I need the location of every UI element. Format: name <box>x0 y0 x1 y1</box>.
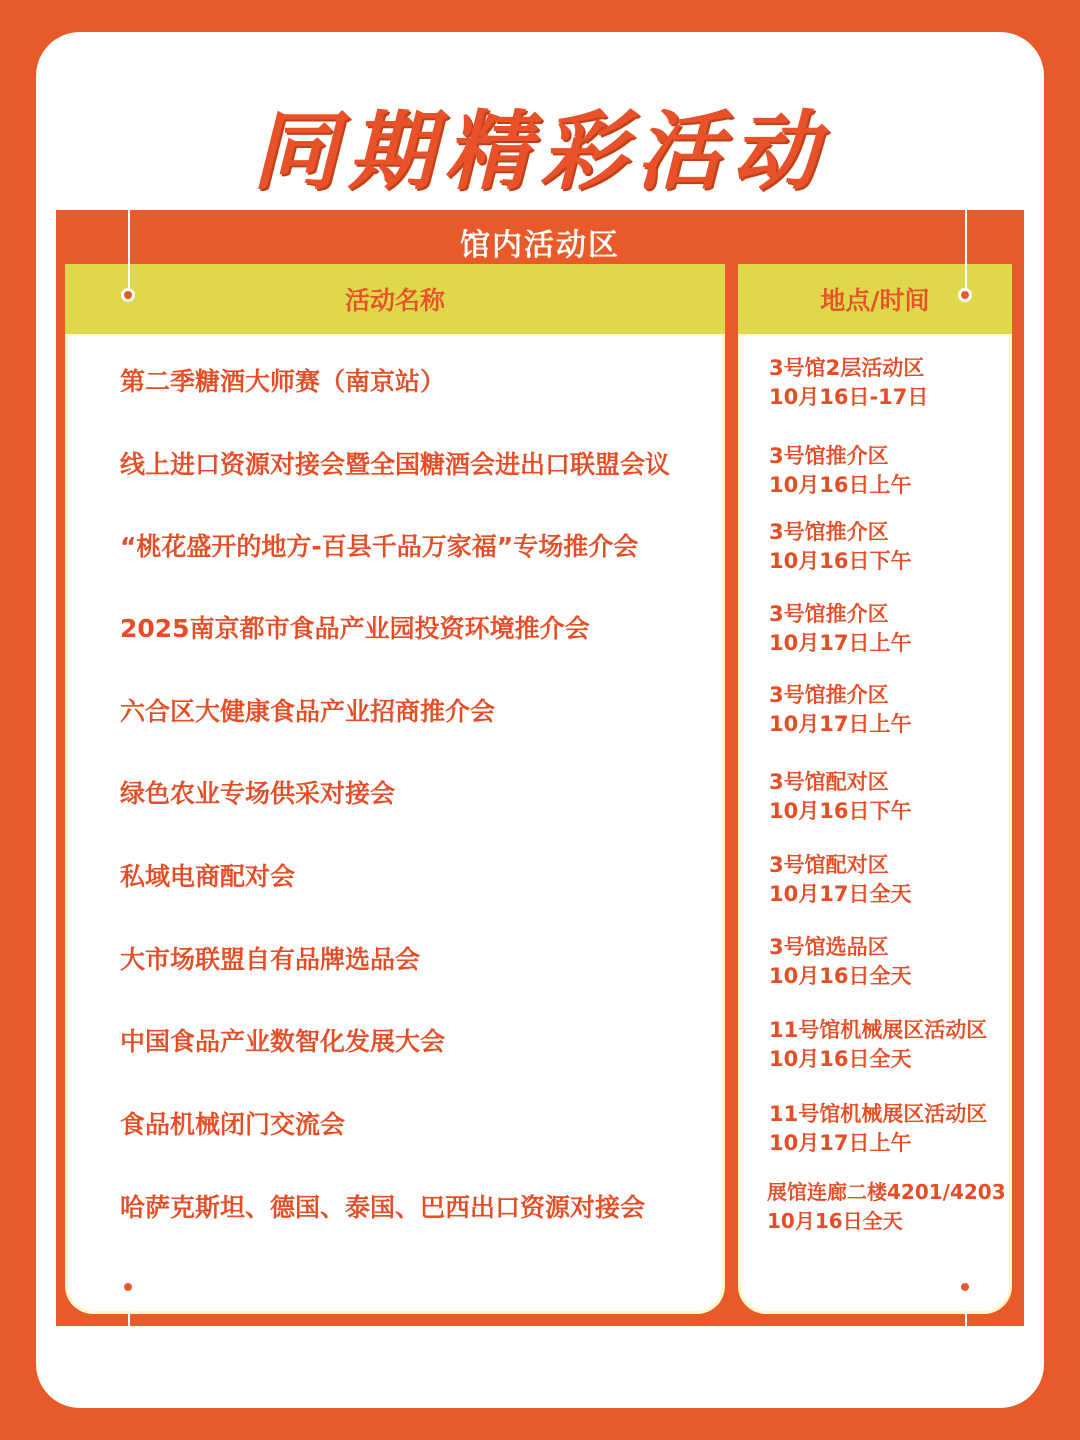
place-column-body <box>741 336 1009 1311</box>
activity-name: 线上进口资源对接会暨全国糖酒会进出口联盟会议 <box>120 450 671 479</box>
time-text: 10月17日上午 <box>769 712 912 736</box>
activity-name: 六合区大健康食品产业招商推介会 <box>120 697 496 726</box>
place-time <box>769 518 911 576</box>
activity-name: 绿色农业专场供采对接会 <box>120 779 396 808</box>
name-column-body <box>68 336 722 1311</box>
place-text: 11号馆机械展区活动区 <box>769 1102 988 1126</box>
pin-dot <box>958 1280 972 1294</box>
time-text: 10月16日下午 <box>769 799 912 823</box>
activity-name: 第二季糖酒大师赛（南京站） <box>120 367 446 396</box>
activity-name: 大市场联盟自有品牌选品会 <box>120 945 421 974</box>
place-text: 3号馆推介区 <box>769 520 889 544</box>
place-time <box>769 851 911 909</box>
place-time <box>769 1016 987 1074</box>
place-time <box>769 681 911 739</box>
time-text: 10月16日全天 <box>769 964 912 988</box>
place-time <box>767 1178 1006 1236</box>
activity-name: 哈萨克斯坦、德国、泰国、巴西出口资源对接会 <box>120 1193 646 1222</box>
name-column <box>65 264 725 1314</box>
pin-dot <box>121 288 135 302</box>
page-title: 同期精彩活动 <box>252 102 828 202</box>
pin-line <box>965 210 967 294</box>
time-text: 10月16日上午 <box>769 473 912 497</box>
place-time <box>769 442 911 500</box>
time-text: 10月17日全天 <box>769 882 912 906</box>
section-title: 馆内活动区 <box>460 228 620 263</box>
pin-dot <box>121 1280 135 1294</box>
activity-name: “桃花盛开的地方-百县千品万家福”专场推介会 <box>120 532 639 561</box>
place-text: 3号馆推介区 <box>769 444 889 468</box>
time-text: 10月16日全天 <box>769 1047 912 1071</box>
pin-line <box>128 210 130 294</box>
time-text: 10月17日上午 <box>769 1131 912 1155</box>
place-text: 3号馆选品区 <box>769 935 889 959</box>
place-text: 11号馆机械展区活动区 <box>769 1018 988 1042</box>
time-text: 10月16日下午 <box>769 549 912 573</box>
place-column <box>738 264 1012 1314</box>
place-text: 3号馆推介区 <box>769 602 889 626</box>
place-text: 3号馆推介区 <box>769 683 889 707</box>
activity-name: 食品机械闭门交流会 <box>120 1110 346 1139</box>
place-time <box>769 354 928 412</box>
pin-dot <box>958 288 972 302</box>
time-text: 10月17日上午 <box>769 631 912 655</box>
activity-name: 中国食品产业数智化发展大会 <box>120 1027 446 1056</box>
activity-board <box>56 210 1024 1326</box>
place-column-header: 地点/时间 <box>738 264 1012 334</box>
place-text: 3号馆配对区 <box>769 770 889 794</box>
name-column-header: 活动名称 <box>65 264 725 334</box>
place-time <box>769 768 911 826</box>
activity-name: 2025南京都市食品产业园投资环境推介会 <box>120 614 590 643</box>
place-text: 展馆连廊二楼4201/4203 <box>767 1180 1006 1204</box>
place-text: 3号馆配对区 <box>769 853 889 877</box>
place-time <box>769 600 911 658</box>
activity-name: 私域电商配对会 <box>120 862 296 891</box>
time-text: 10月16日-17日 <box>769 385 929 409</box>
time-text: 10月16日全天 <box>767 1209 903 1233</box>
place-time <box>769 1100 987 1158</box>
place-time <box>769 933 911 991</box>
place-text: 3号馆2层活动区 <box>769 356 925 380</box>
